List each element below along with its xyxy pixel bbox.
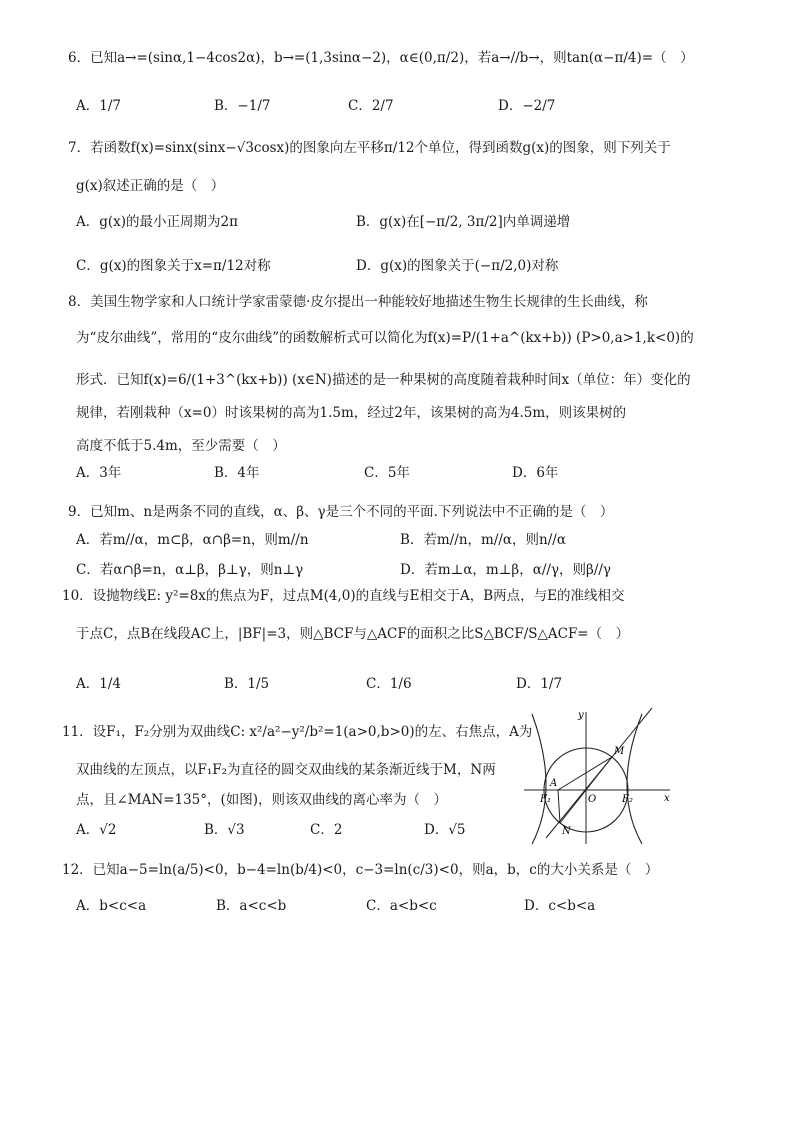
q7-option-d: D．g(x)的图象关于(−π/2,0)对称 [356, 258, 559, 274]
hyperbola-right-branch [627, 714, 642, 844]
q10-line2: 于点C，点B在线段AC上，|BF|=3，则△BCF与△ACF的面积之比S△BCF/S△ACF=（ ） [76, 626, 630, 642]
label-y: y [578, 710, 584, 721]
q11-line1: 11．设F₁，F₂分别为双曲线C: x²/a²−y²/b²=1(a>0,b>0)的左、右焦点，A为 [62, 724, 533, 740]
q8-line2: 为“皮尔曲线”，常用的“皮尔曲线”的函数解析式可以简化为f(x)=P/(1+a^(kx+b)) (P>0,a>1,k<0)的 [76, 330, 694, 346]
q11-option-b: B．√3 [204, 822, 245, 838]
label-x: x [664, 793, 670, 804]
q8-line4: 规律，若刚栽种（x=0）时该果树的高为1.5m，经过2年，该果树的高为4.5m，则该果树的 [76, 405, 627, 421]
q12-option-a: A．b<c<a [76, 898, 147, 914]
q10-line1: 10．设抛物线E: y²=8x的焦点为F，过点M(4,0)的直线与E相交于A，B两点，与E的准线相交 [62, 588, 625, 604]
q10-option-b: B．1/5 [224, 676, 270, 692]
q8-option-a: A．3年 [76, 465, 122, 481]
segment-an [558, 790, 560, 823]
q9-option-a: A．若m//α，m⊂β，α∩β=n，则m//n [76, 532, 309, 548]
q11-line2: 双曲线的左顶点，以F₁F₂为直径的圆交双曲线的某条渐近线于M，N两 [76, 762, 496, 778]
q8-line1: 8．美国生物学家和人口统计学家雷蒙德·皮尔提出一种能较好地描述生物生长规律的生长曲线，称 [68, 294, 648, 310]
hyperbola-left-branch [532, 714, 546, 844]
hyperbola-figure [524, 706, 674, 846]
q6-option-c: C．2/7 [348, 98, 394, 114]
q11-line3: 点，且∠MAN=135°，(如图)，则该双曲线的离心率为（ ） [76, 792, 448, 808]
q8-option-c: C．5年 [364, 465, 410, 481]
q8-line5: 高度不低于5.4m，至少需要（ ） [76, 438, 286, 454]
label-n: N [562, 826, 571, 837]
q8-option-d: D．6年 [512, 465, 559, 481]
q10-option-d: D．1/7 [516, 676, 563, 692]
q10-option-c: C．1/6 [366, 676, 412, 692]
q7-option-b: B．g(x)在[−π/2, 3π/2]内单调递增 [356, 214, 571, 230]
q6-option-a: A．1/7 [76, 98, 121, 114]
q12-option-b: B．a<c<b [216, 898, 287, 914]
q9-option-c: C．若α∩β=n，α⊥β，β⊥γ，则n⊥γ [76, 562, 304, 578]
label-f2: F₂ [622, 794, 633, 805]
segment-am [558, 757, 612, 790]
q7-option-a: A．g(x)的最小正周期为2π [76, 214, 238, 230]
q10-option-a: A．1/4 [76, 676, 121, 692]
label-m: M [614, 746, 625, 757]
q6-stem: 6．已知a→=(sinα,1−4cos2α)，b→=(1,3sinα−2)，α∈(0,π/2)，若a→//b→，则tan(α−π/4)=（ ） [68, 50, 694, 66]
q11-option-a: A．√2 [76, 822, 117, 838]
q9-option-b: B．若m//n，m//α，则n//α [400, 532, 566, 548]
q8-line3: 形式．已知f(x)=6/(1+3^(kx+b)) (x∈N)描述的是一种果树的高度随着栽种时间x（单位：年）变化的 [76, 372, 691, 388]
q11-option-c: C．2 [310, 822, 343, 838]
q12-option-d: D．c<b<a [524, 898, 596, 914]
q12-option-c: C．a<b<c [366, 898, 437, 914]
q6-option-d: D．−2/7 [498, 98, 556, 114]
q7-stem-line1: 7．若函数f(x)=sinx(sinx−√3cosx)的图象向左平移π/12个单位，得到函数g(x)的图象，则下列关于 [68, 140, 671, 156]
q7-stem-line2: g(x)叙述正确的是（ ） [76, 178, 225, 194]
q11-option-d: D．√5 [424, 822, 466, 838]
label-f1: F₁ [540, 794, 551, 805]
q7-option-c: C．g(x)的图象关于x=π/12对称 [76, 258, 271, 274]
label-a: A [550, 778, 558, 789]
q6-option-b: B．−1/7 [214, 98, 271, 114]
q12-stem: 12．已知a−5=ln(a/5)<0，b−4=ln(b/4)<0，c−3=ln(c/3)<0，则a，b，c的大小关系是（ ） [62, 862, 659, 878]
q9-stem: 9．已知m、n是两条不同的直线，α、β、γ是三个不同的平面.下列说法中不正确的是（ ） [68, 504, 614, 520]
label-o: O [588, 794, 597, 805]
q8-option-b: B．4年 [214, 465, 260, 481]
q9-option-d: D．若m⊥α，m⊥β，α//γ，则β//γ [400, 562, 611, 578]
